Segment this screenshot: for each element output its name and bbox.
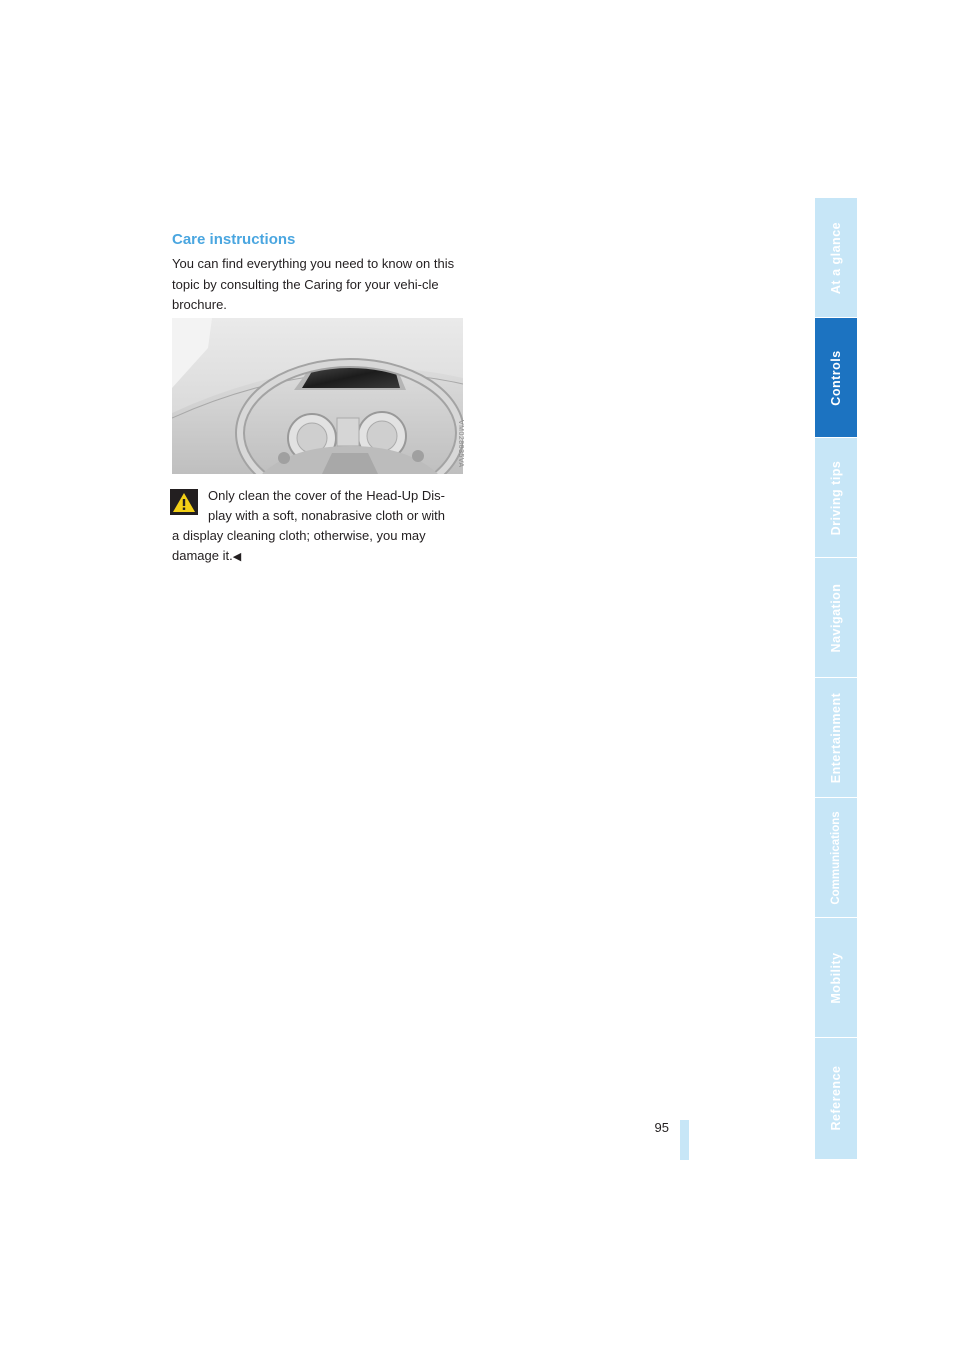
section-heading: Care instructions (172, 231, 296, 248)
tab-label: Navigation (829, 583, 843, 652)
warning-text-line (172, 546, 241, 568)
tab-at-a-glance[interactable] (815, 198, 857, 317)
tab-label: Controls (829, 349, 843, 406)
warning-text-line: Only clean the cover of the Head-Up Dis- (208, 488, 445, 503)
warning-text-line: a display cleaning cloth; otherwise, you may (172, 528, 426, 543)
head-up-display-photo (172, 318, 463, 474)
tab-label: Entertainment (829, 692, 843, 783)
intro-paragraph: You can find everything you need to know on this topic by consulting the Caring for your vehi-cle brochure. (172, 256, 455, 312)
page-number-bar (680, 1120, 689, 1160)
tab-navigation[interactable] (815, 558, 857, 677)
page-number: 95 (654, 1120, 669, 1135)
tab-driving-tips[interactable] (815, 438, 857, 557)
tab-mobility[interactable] (815, 918, 857, 1037)
tab-communications[interactable] (815, 798, 857, 917)
tab-label: At a glance (829, 221, 843, 294)
tab-label: Driving tips (829, 460, 843, 535)
tab-controls[interactable] (815, 318, 857, 437)
figure-code: VM028035VA (457, 420, 464, 468)
tab-entertainment[interactable] (815, 678, 857, 797)
tab-reference[interactable] (815, 1038, 857, 1159)
tab-label: Communications (830, 810, 842, 905)
tab-label: Reference (829, 1065, 843, 1130)
warning-triangle-icon (170, 489, 198, 515)
chapter-tabs (815, 198, 857, 1159)
end-mark-icon: ◀ (232, 551, 242, 563)
tab-label: Mobility (829, 951, 843, 1004)
warning-text-line: play with a soft, nonabrasive cloth or with (208, 508, 446, 523)
warning-text-end: damage it. (172, 548, 233, 563)
